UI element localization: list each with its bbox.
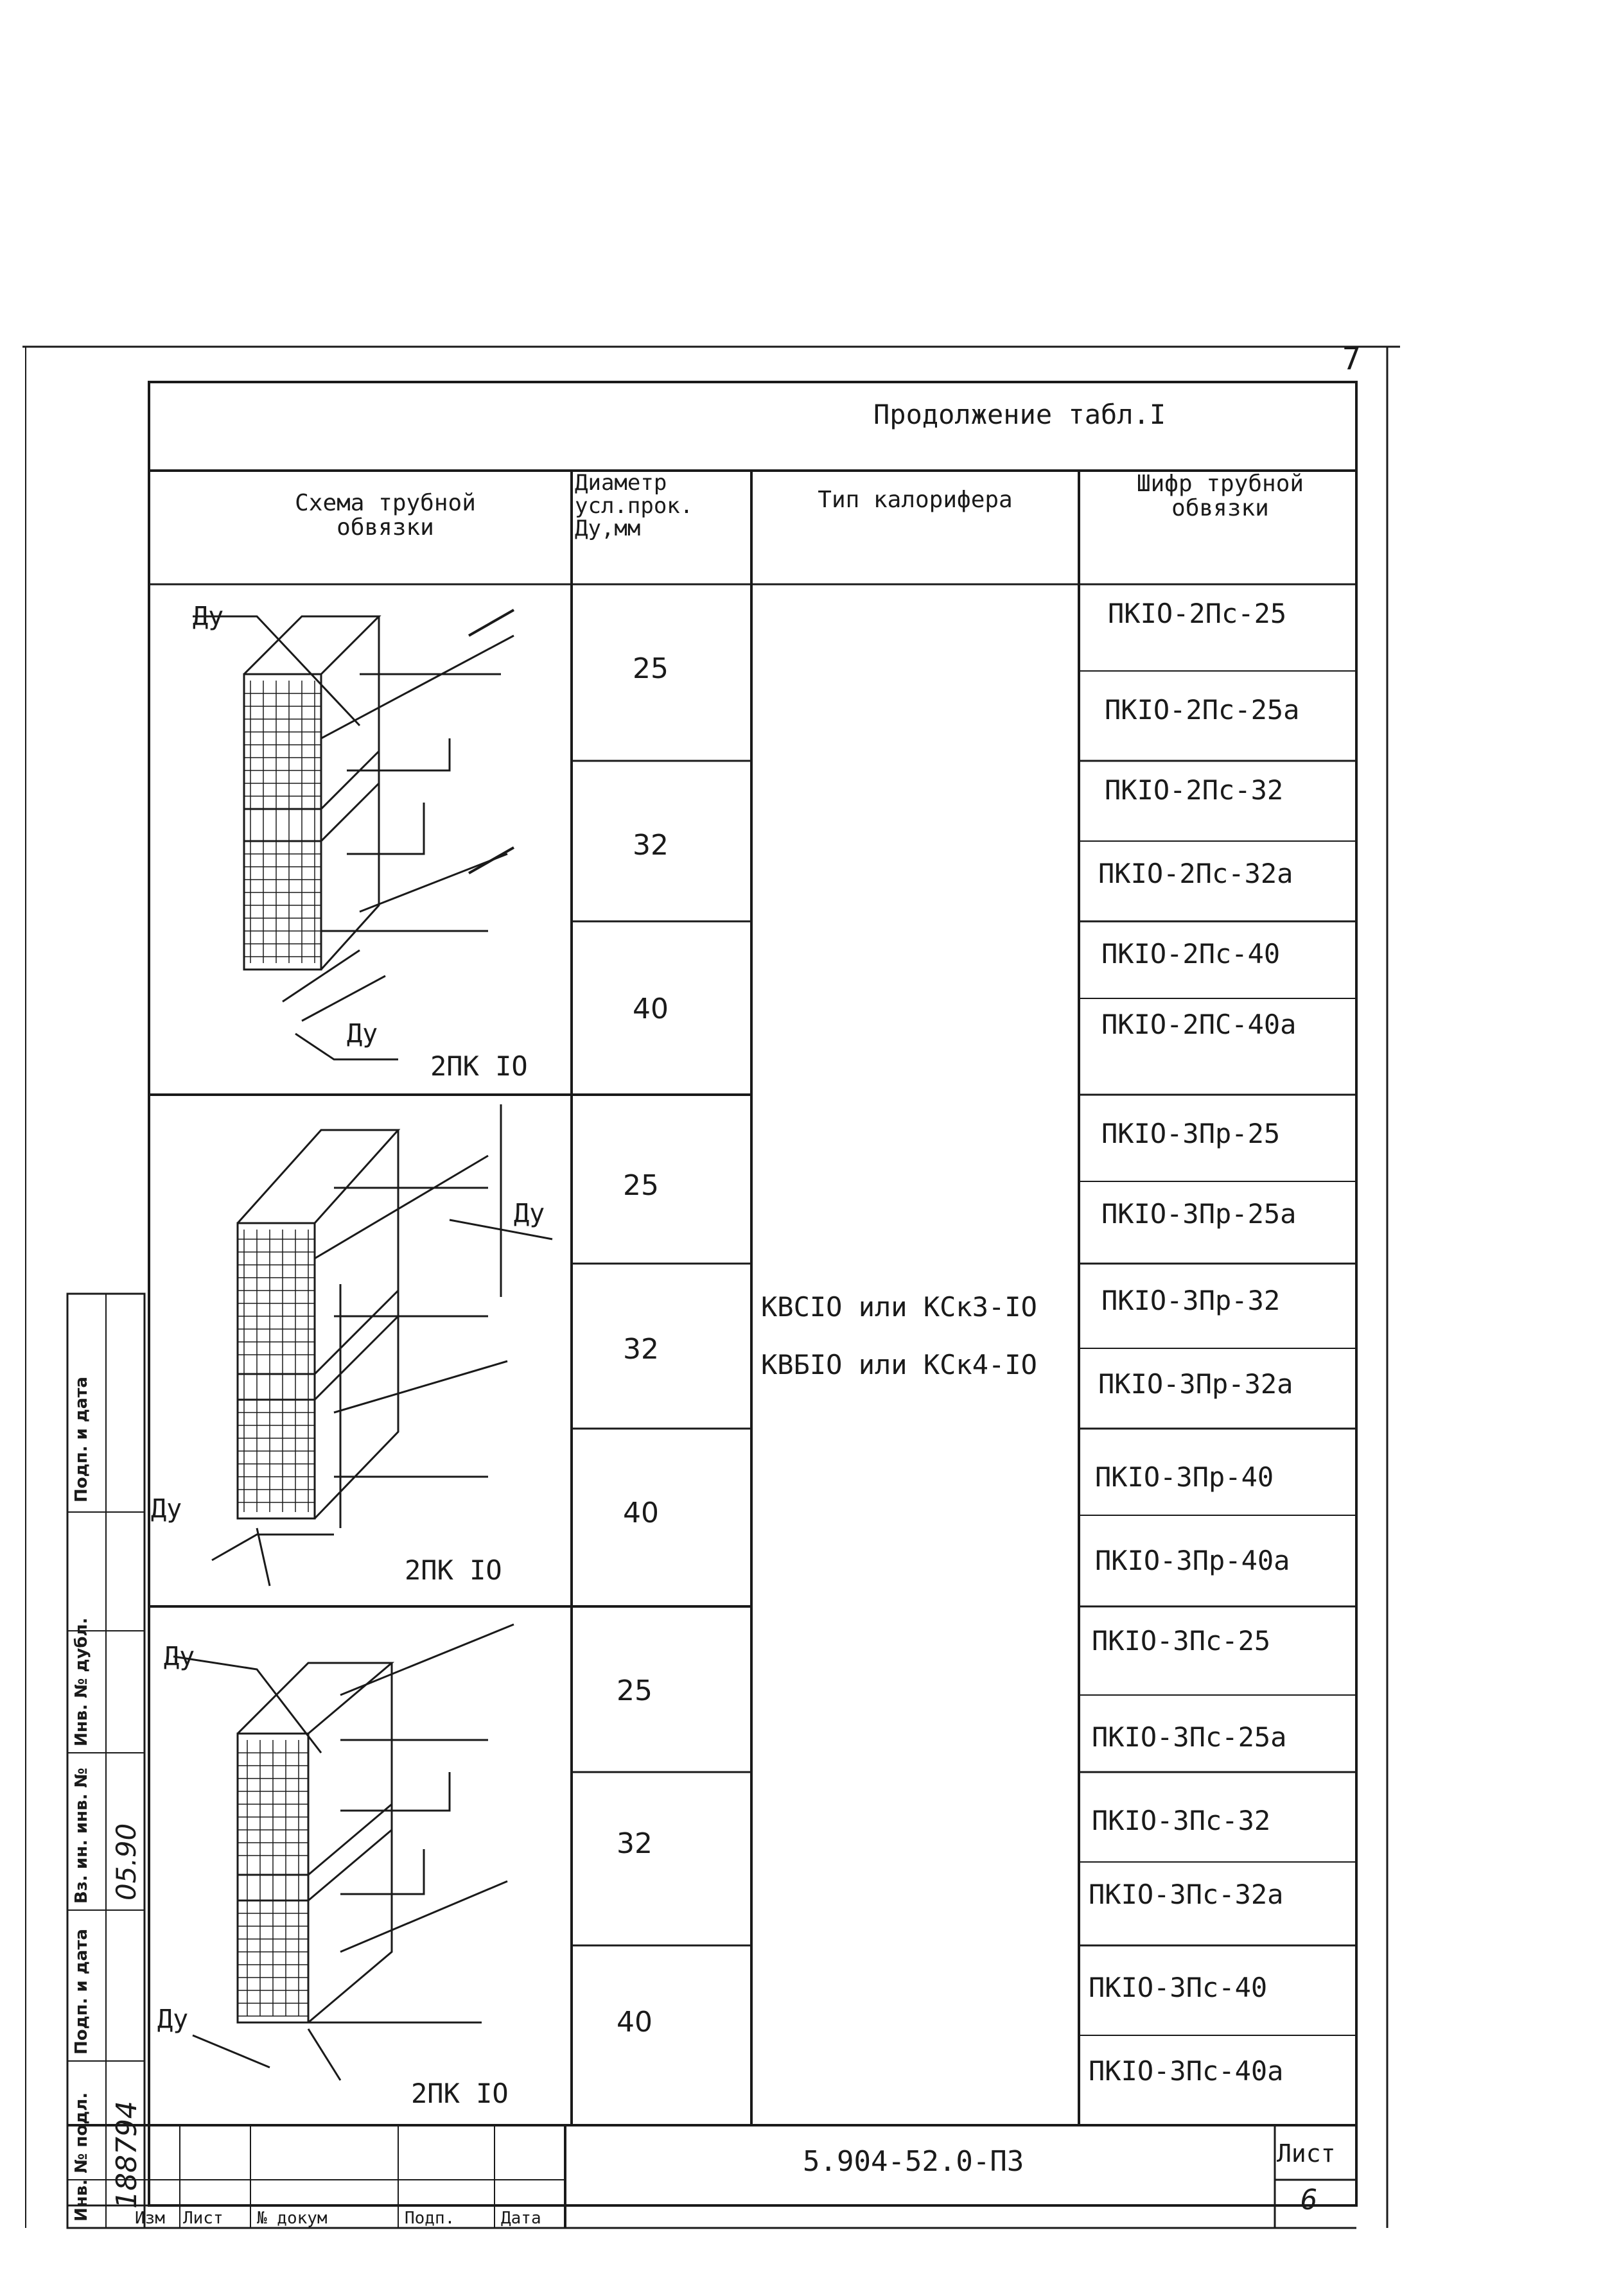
cipher-code: ПКIО-3Пр-25а	[1101, 1198, 1297, 1230]
stamp-label-sign-date: Подп. и дата	[72, 1929, 91, 2055]
header-heater-type: Тип калорифера	[818, 487, 1013, 513]
cipher-code: ПКIО-3Пс-40	[1089, 1972, 1268, 2003]
title-header-change: Изм	[135, 2209, 165, 2228]
cipher-code: ПКIО-3Пр-25	[1101, 1118, 1281, 1149]
cipher-code: ПКIО-3Пс-25а	[1092, 1721, 1287, 1753]
cipher-code: ПКIО-2Пс-32а	[1098, 858, 1293, 889]
scheme-label: 2ПК IО	[411, 2078, 509, 2109]
header-scheme: Схема трубной обвязки	[295, 490, 476, 541]
diameter-value: 32	[633, 829, 669, 862]
scheme-drawing-1	[193, 610, 514, 1059]
header-diameter: Диаметр усл.прок. Ду,мм	[575, 470, 694, 542]
cipher-code: ПКIО-3Пс-32а	[1089, 1879, 1284, 1910]
stamp-label-inv-duplicate: Инв. № дубл.	[72, 1617, 91, 1746]
diameter-value: 25	[617, 1674, 653, 1707]
cipher-code: ПКIО-3Пр-32а	[1098, 1368, 1293, 1400]
title-header-date: Дата	[501, 2209, 541, 2228]
title-header-sheet: Лист	[183, 2209, 223, 2228]
continuation-title: Продолжение табл.I	[873, 399, 1166, 430]
scheme-drawing-3	[173, 1624, 514, 2080]
scheme-label: 2ПК IО	[405, 1554, 502, 1586]
cipher-code: ПКIО-2Пс-40	[1101, 938, 1281, 970]
document-code: 5.904-52.0-ПЗ	[803, 2145, 1024, 2178]
scheme-du-label: Ду	[151, 1494, 182, 1524]
heater-type-2: КВБIО или КСк4-IО	[761, 1349, 1037, 1380]
diameter-value: 40	[633, 993, 669, 1025]
stamp-date: 05.90	[110, 1823, 142, 1900]
diameter-value: 32	[617, 1827, 653, 1860]
scheme-du-label: Ду	[193, 602, 224, 631]
diameter-value: 32	[623, 1333, 659, 1366]
corner-page-number: 7	[1342, 341, 1361, 377]
sheet-label: Лист	[1277, 2139, 1336, 2168]
cipher-code: ПКIО-2Пс-32	[1105, 774, 1284, 806]
cipher-code: ПКIО-3Пр-32	[1101, 1285, 1281, 1316]
scheme-label: 2ПК IО	[430, 1050, 528, 1082]
cipher-code: ПКIО-2ПС-40а	[1101, 1009, 1297, 1040]
diameter-value: 40	[623, 1497, 659, 1529]
title-header-signature: Подп.	[405, 2209, 455, 2228]
stamp-label-inv-original: Инв. № подл.	[72, 2092, 91, 2222]
header-cipher: Шифр трубной обвязки	[1136, 471, 1304, 521]
scheme-drawing-2	[212, 1104, 552, 1586]
stamp-label-replaces-inv: Вз. ин. инв. №	[72, 1768, 91, 1904]
cipher-code: ПКIО-3Пр-40	[1095, 1461, 1274, 1493]
heater-type-1: КВСIО или КСк3-IО	[761, 1291, 1037, 1323]
cipher-code: ПКIО-3Пр-40а	[1095, 1545, 1290, 1576]
title-header-document: № докум	[257, 2209, 328, 2228]
diameter-value: 25	[623, 1169, 659, 1202]
scheme-du-label: Ду	[157, 2005, 189, 2034]
stamp-label-sign-date-2: Подп. и дата	[72, 1377, 91, 1502]
stamp-inventory-number: 188794	[110, 2101, 143, 2209]
cipher-code: ПКIО-3Пс-40а	[1089, 2055, 1284, 2087]
cipher-code: ПКIО-3Пс-32	[1092, 1805, 1271, 1836]
diameter-value: 40	[617, 2006, 653, 2039]
diameter-value: 25	[633, 652, 669, 685]
cipher-code: ПКIО-3Пс-25	[1092, 1625, 1271, 1657]
scheme-drawings	[173, 610, 552, 2080]
sheet-number: 6	[1301, 2184, 1318, 2216]
scheme-du-label: Ду	[514, 1199, 545, 1228]
scheme-du-label: Ду	[164, 1642, 195, 1671]
cipher-code: ПКIО-2Пс-25	[1108, 598, 1287, 629]
scheme-du-label: Ду	[347, 1019, 378, 1048]
cipher-code: ПКIО-2Пс-25а	[1105, 694, 1300, 726]
